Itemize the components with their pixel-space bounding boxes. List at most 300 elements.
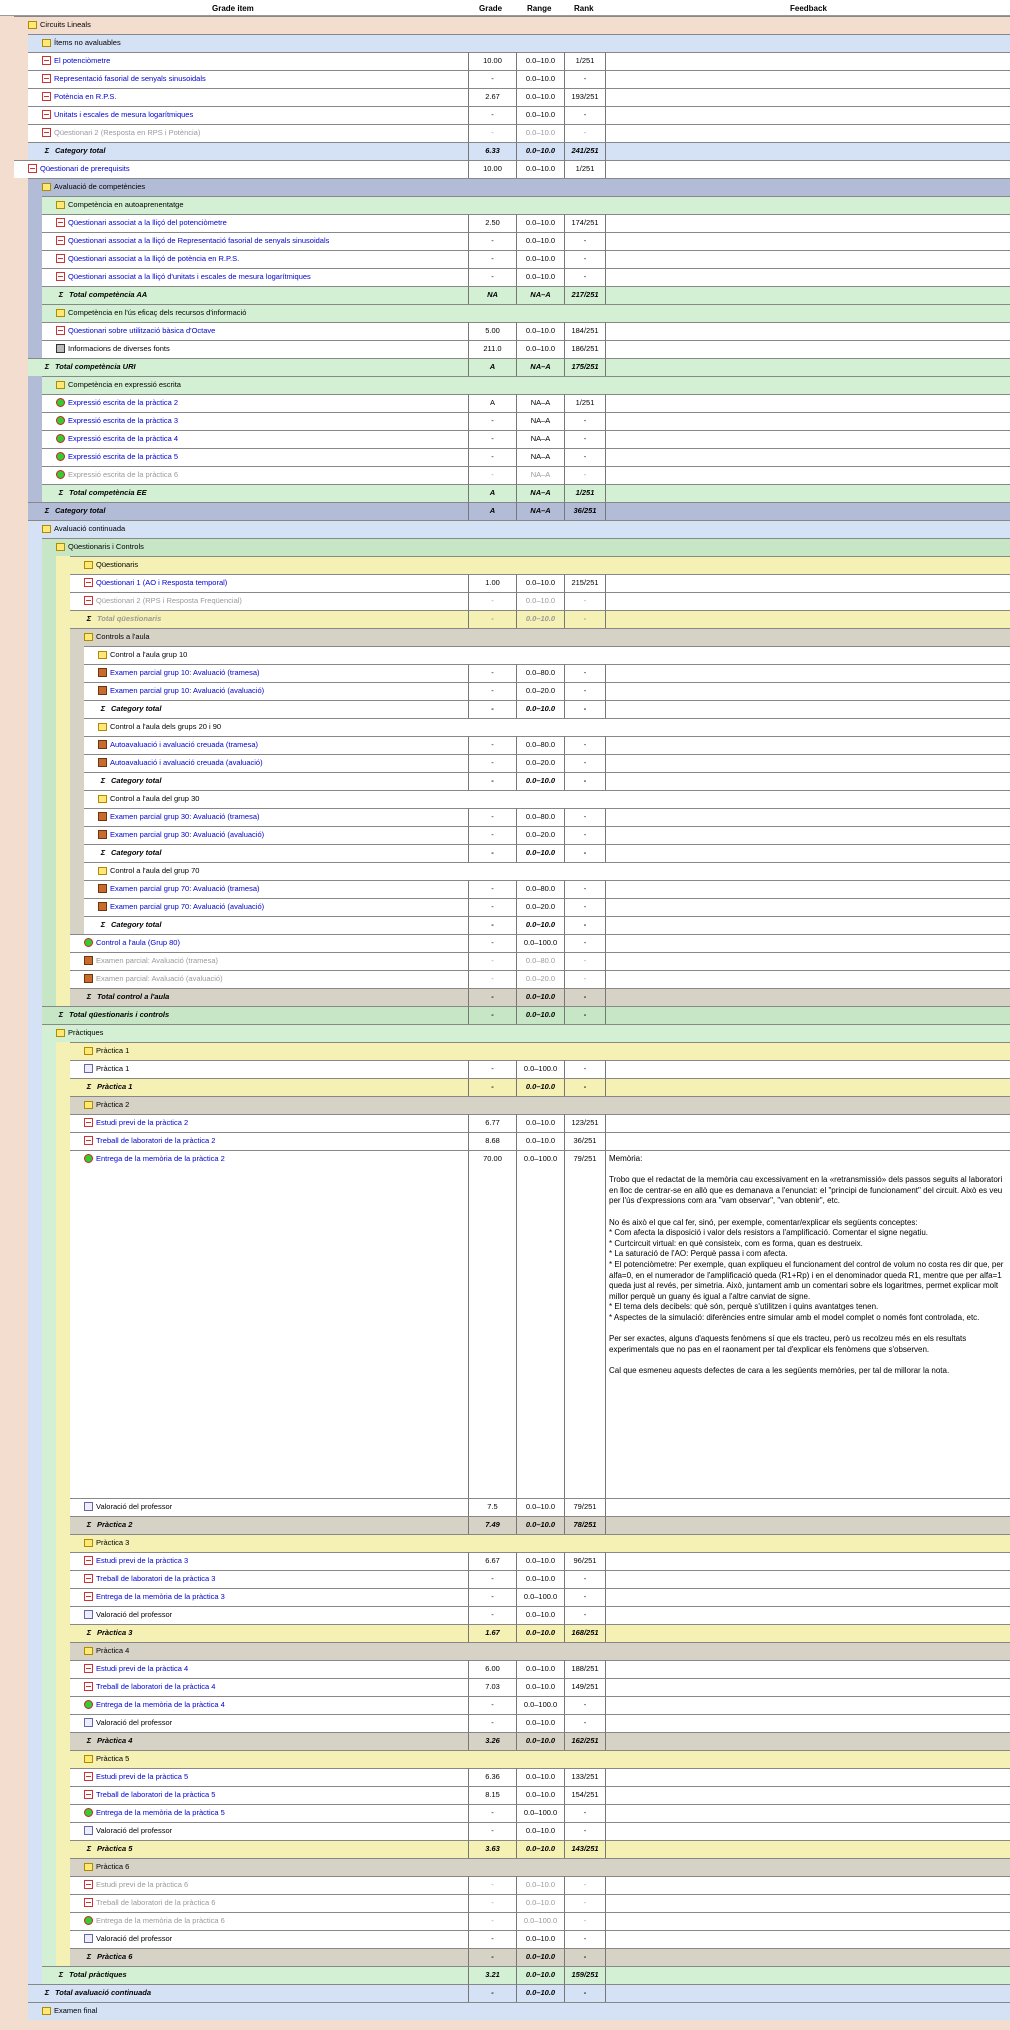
- item-name-cell: [70, 1696, 468, 1714]
- grade-item-link[interactable]: El potenciòmetre: [54, 56, 111, 65]
- folder-icon: [84, 1755, 93, 1763]
- img-icon: [98, 830, 107, 839]
- feedback-text: Memòria: Trobo que el redactat de la memòria cau excessivament en la «retransmissió» dels passos seguits al laboratori en lloc de centrar-se en allò que es demanava a l'enunciat: el "principi de funcionament" del circuit. Això es veu per l'ús d'expressions com ara "vam observar", "van obtenir", etc. No és això el que cal fer, sinó, per exemple, comentar/explicar els següents conceptes: * Com afecta la disposició i valor dels resistors a l'amplificació. Comentar el signe negatiu. * Curtcircuit virtual: en què consisteix, com es forma, quan es destrueix. * La saturació de l'AO: Perquè passa i com afecta. * El potenciòmetre: Per exemple, quan expliqueu el funcionament del control de volum no costa res dir que, per alfa=0, en el numerador de l'amplificació queda (R1+Rp) i en el denominador queda R1, mentre que per alfa=1 queda just al revés, per simetria. Això, juntament amb un comentari sobre els logaritmes, permet explicar molt millor perquè un guany és igual a l'altre canviat de signe. * El tema dels decibels: què són, perquè s'utilitzen i quins avantatges tenen. * Aspectes de la simulació: diferències entre simular amb el model complet o només font controlada, etc. Per ser exactes, alguns d'aquests fenòmens sí que els tracteu, però us recolzeu més en els resultats experimentals que no pas en el raonament per tal d'explicar els fenòmens que s'observen. Cal que esmeneu aquests defectes de cara a les següents memòries, per tal de millorar la nota.: [609, 1154, 1004, 1375]
- item-name-cell: [28, 358, 468, 376]
- rank-cell: -: [564, 448, 605, 466]
- item-name-cell: [84, 790, 1010, 808]
- item-name-cell: [84, 646, 1010, 664]
- quiz-icon: [28, 164, 37, 173]
- indent-bar: [42, 808, 56, 826]
- item-name-cell: [84, 844, 468, 862]
- indent-bar: [42, 1570, 56, 1588]
- indent-bar: [0, 1696, 14, 1714]
- folder-icon: [84, 1539, 93, 1547]
- grade-cell: 3.63: [468, 1840, 516, 1858]
- grade-item-row: [0, 1150, 1010, 1498]
- grade-item-link[interactable]: Estudi previ de la pràctica 5: [96, 1772, 189, 1781]
- indent-bar: [0, 1948, 14, 1966]
- indent-bar: [42, 1750, 56, 1768]
- indent-bar: [70, 790, 84, 808]
- grade-item-row: [0, 250, 1010, 268]
- feedback-cell: [605, 394, 1010, 412]
- grade-cell: -: [468, 682, 516, 700]
- grade-item-row: [0, 1822, 1010, 1840]
- range-cell: 0.0–10.0: [516, 1078, 564, 1096]
- indent-bar: [0, 520, 14, 538]
- grade-item-row: [0, 124, 1010, 142]
- manual-icon: [84, 1064, 93, 1073]
- indent-bar: [28, 1042, 42, 1060]
- grade-item-link[interactable]: Qüestionari de prerequisits: [40, 164, 130, 173]
- range-cell: 0.0–10.0: [516, 1786, 564, 1804]
- indent-bar: [56, 1786, 70, 1804]
- item-name-cell: [42, 322, 468, 340]
- item-name-cell: [28, 142, 468, 160]
- range-cell: 0.0–10.0: [516, 1714, 564, 1732]
- folder-icon: [84, 1863, 93, 1871]
- grade-item-link[interactable]: Entrega de la memòria de la pràctica 5: [96, 1808, 225, 1817]
- rank-cell: 188/251: [564, 1660, 605, 1678]
- category-total-row: [0, 1006, 1010, 1024]
- grade-item-link[interactable]: Estudi previ de la pràctica 4: [96, 1664, 189, 1673]
- indent-bar: [42, 1624, 56, 1642]
- grade-cell: -: [468, 1984, 516, 2002]
- category-row: [0, 1096, 1010, 1114]
- indent-bar: [0, 16, 14, 34]
- indent-bar: [0, 1588, 14, 1606]
- indent-bar: [14, 1606, 28, 1624]
- rank-cell: 78/251: [564, 1516, 605, 1534]
- indent-bar: [56, 1516, 70, 1534]
- item-name-cell: [70, 1534, 1010, 1552]
- indent-bar: [14, 1114, 28, 1132]
- indent-bar: [14, 952, 28, 970]
- grade-cell: -: [468, 1714, 516, 1732]
- indent-bar: [0, 1606, 14, 1624]
- indent-bar: [0, 826, 14, 844]
- indent-bar: [28, 232, 42, 250]
- quiz-icon: [84, 1136, 93, 1145]
- grade-cell: -: [468, 736, 516, 754]
- grade-item-link[interactable]: Autoavaluació i avaluació creuada (avaluació): [110, 758, 263, 767]
- rank-cell: 241/251: [564, 142, 605, 160]
- grade-cell: -: [468, 1078, 516, 1096]
- grade-cell: -: [468, 880, 516, 898]
- range-cell: 0.0–10.0: [516, 1624, 564, 1642]
- grade-item-label: Pràctica 1: [96, 1046, 130, 1055]
- grade-item-link[interactable]: Examen parcial grup 10: Avaluació (avaluació): [110, 686, 265, 695]
- indent-bar: [28, 1822, 42, 1840]
- folder-icon: [84, 561, 93, 569]
- range-cell: 0.0–10.0: [516, 1606, 564, 1624]
- grade-item-row: [0, 1498, 1010, 1516]
- indent-bar: [0, 124, 14, 142]
- indent-bar: [28, 1660, 42, 1678]
- indent-bar: [14, 412, 28, 430]
- item-name-cell: [42, 214, 468, 232]
- indent-bar: [42, 1150, 56, 1498]
- grade-item-link[interactable]: Treball de laboratori de la pràctica 3: [96, 1574, 216, 1583]
- indent-bar: [42, 1642, 56, 1660]
- indent-bar: [42, 1660, 56, 1678]
- grade-item-label: Pràctica 4: [96, 1646, 130, 1655]
- indent-bar: [14, 304, 28, 322]
- category-total-row: [0, 1624, 1010, 1642]
- work-icon: [84, 1916, 93, 1925]
- item-name-cell: [84, 916, 468, 934]
- item-name-cell: [42, 1006, 468, 1024]
- calc-icon: [56, 344, 65, 353]
- grade-item-link[interactable]: Expressió escrita de la pràctica 2: [68, 398, 179, 407]
- item-name-cell: [70, 1642, 1010, 1660]
- category-total-row: [0, 286, 1010, 304]
- indent-bar: [28, 250, 42, 268]
- item-name-cell: [70, 1768, 468, 1786]
- indent-bar: [0, 178, 14, 196]
- range-cell: 0.0–10.0: [516, 268, 564, 286]
- range-cell: 0.0–10.0: [516, 214, 564, 232]
- grade-item-link[interactable]: Entrega de la memòria de la pràctica 3: [96, 1592, 225, 1601]
- quiz-icon: [56, 218, 65, 227]
- indent-bar: [28, 844, 42, 862]
- grade-item-label: Category total: [111, 776, 162, 785]
- indent-bar: [0, 610, 14, 628]
- rank-cell: 162/251: [564, 1732, 605, 1750]
- indent-bar: [28, 1096, 42, 1114]
- work-icon: [84, 938, 93, 947]
- indent-bar: [0, 916, 14, 934]
- grade-item-label: Expressió escrita de la pràctica 6: [68, 470, 179, 479]
- category-total-row: [0, 1732, 1010, 1750]
- indent-bar: [0, 1894, 14, 1912]
- grade-item-label: Examen parcial: Avaluació (tramesa): [96, 956, 218, 965]
- grade-cell: 2.50: [468, 214, 516, 232]
- feedback-cell: [605, 322, 1010, 340]
- feedback-cell: [605, 1840, 1010, 1858]
- range-cell: 0.0–10.0: [516, 610, 564, 628]
- grade-item-link[interactable]: Autoavaluació i avaluació creuada (tramesa): [110, 740, 258, 749]
- indent-bar: [70, 646, 84, 664]
- grade-table-body: [0, 16, 1010, 2030]
- grade-cell: 2.67: [468, 88, 516, 106]
- grade-item-link[interactable]: Examen parcial grup 70: Avaluació (avaluació): [110, 902, 265, 911]
- item-name-cell: [70, 1678, 468, 1696]
- indent-bar: [14, 196, 28, 214]
- grade-item-link[interactable]: Entrega de la memòria de la pràctica 4: [96, 1700, 225, 1709]
- indent-bar: [56, 826, 70, 844]
- feedback-cell: [605, 1552, 1010, 1570]
- quiz-icon: [84, 596, 93, 605]
- grade-item-link[interactable]: Unitats i escales de mesura logarítmiques: [54, 110, 194, 119]
- indent-bar: [14, 1534, 28, 1552]
- item-name-cell: [70, 1078, 468, 1096]
- grade-item-row: [0, 1714, 1010, 1732]
- range-cell: 0.0–10.0: [516, 1114, 564, 1132]
- grade-item-link[interactable]: Representació fasorial de senyals sinusoidals: [54, 74, 206, 83]
- indent-bar: [56, 736, 70, 754]
- quiz-icon: [56, 254, 65, 263]
- grade-item-link[interactable]: Potència en R.P.S.: [54, 92, 117, 101]
- feedback-cell: [605, 1570, 1010, 1588]
- indent-bar: [56, 898, 70, 916]
- grade-item-label: Valoració del professor: [96, 1502, 173, 1511]
- grade-cell: -: [468, 466, 516, 484]
- indent-bar: [28, 1132, 42, 1150]
- feedback-cell: [605, 1516, 1010, 1534]
- feedback-cell: [605, 502, 1010, 520]
- indent-bar: [28, 1930, 42, 1948]
- indent-bar: [0, 430, 14, 448]
- grade-item-link[interactable]: Treball de laboratori de la pràctica 4: [96, 1682, 216, 1691]
- rank-cell: -: [564, 934, 605, 952]
- indent-bar: [28, 1876, 42, 1894]
- category-total-row: [0, 700, 1010, 718]
- grade-item-row: [0, 592, 1010, 610]
- grade-cell: -: [468, 430, 516, 448]
- range-cell: 0.0–80.0: [516, 952, 564, 970]
- grade-item-label: Entrega de la memòria de la pràctica 6: [96, 1916, 225, 1925]
- range-cell: NA–A: [516, 286, 564, 304]
- feedback-cell: [605, 1060, 1010, 1078]
- indent-bar: [14, 844, 28, 862]
- category-row: [0, 2002, 1010, 2020]
- indent-bar: [42, 1096, 56, 1114]
- item-name-cell: [70, 1114, 468, 1132]
- indent-bar: [0, 2002, 14, 2020]
- indent-bar: [42, 1930, 56, 1948]
- item-name-cell: [84, 772, 468, 790]
- indent-bar: [42, 574, 56, 592]
- grade-item-label: Valoració del professor: [96, 1934, 173, 1943]
- indent-bar: [14, 142, 28, 160]
- range-cell: 0.0–20.0: [516, 898, 564, 916]
- grade-cell: -: [468, 1930, 516, 1948]
- indent-bar: [14, 1894, 28, 1912]
- indent-bar: [56, 1696, 70, 1714]
- sum-icon: Σ: [58, 1970, 64, 1979]
- indent-bar: [0, 412, 14, 430]
- grade-item-row: [0, 1660, 1010, 1678]
- grade-item-label: Total control a l'aula: [97, 992, 170, 1001]
- indent-bar: [56, 862, 70, 880]
- header-grade-item: Grade item: [212, 4, 254, 13]
- header-rank: Rank: [574, 4, 594, 13]
- grade-cell: -: [468, 700, 516, 718]
- range-cell: NA–A: [516, 502, 564, 520]
- indent-bar: [14, 394, 28, 412]
- indent-bar: [0, 1042, 14, 1060]
- grade-item-link[interactable]: Qüestionari associat a la lliçó d'unitats i escales de mesura logarítmiques: [68, 272, 311, 281]
- quiz-icon: [84, 1898, 93, 1907]
- grade-cell: -: [468, 1006, 516, 1024]
- indent-bar: [56, 934, 70, 952]
- quiz-icon: [56, 236, 65, 245]
- grade-item-link[interactable]: Examen parcial grup 10: Avaluació (tramesa): [110, 668, 260, 677]
- item-name-cell: [70, 1786, 468, 1804]
- grade-item-link[interactable]: Qüestionari associat a la lliçó del potenciòmetre: [68, 218, 227, 227]
- indent-bar: [42, 1732, 56, 1750]
- grade-cell: -: [468, 970, 516, 988]
- indent-bar: [14, 322, 28, 340]
- indent-bar: [28, 862, 42, 880]
- sum-icon: Σ: [44, 146, 50, 155]
- indent-bar: [0, 160, 14, 178]
- grade-item-label: Category total: [111, 848, 162, 857]
- grade-cell: 7.49: [468, 1516, 516, 1534]
- range-cell: 0.0–10.0: [516, 124, 564, 142]
- grade-item-link[interactable]: Qüestionari associat a la lliçó de potència en R.P.S.: [68, 254, 240, 263]
- grade-item-link[interactable]: Qüestionari associat a la lliçó de Representació fasorial de senyals sinusoidals: [68, 236, 330, 245]
- rank-cell: 184/251: [564, 322, 605, 340]
- indent-bar: [42, 1786, 56, 1804]
- indent-bar: [14, 1552, 28, 1570]
- sum-icon: Σ: [100, 776, 106, 785]
- grade-item-label: Avaluació continuada: [54, 524, 126, 533]
- indent-bar: [28, 1534, 42, 1552]
- category-total-row: [0, 916, 1010, 934]
- item-name-cell: [42, 394, 468, 412]
- grade-cell: 6.00: [468, 1660, 516, 1678]
- indent-bar: [0, 844, 14, 862]
- indent-bar: [70, 682, 84, 700]
- item-name-cell: [70, 1660, 468, 1678]
- grade-item-label: Pràctiques: [68, 1028, 104, 1037]
- item-name-cell: [28, 106, 468, 124]
- grade-item-label: Total competència URI: [55, 362, 136, 371]
- grade-cell: -: [468, 1894, 516, 1912]
- rank-cell: -: [564, 736, 605, 754]
- grade-item-link[interactable]: Estudi previ de la pràctica 3: [96, 1556, 189, 1565]
- quiz-icon: [84, 1880, 93, 1889]
- indent-bar: [0, 1024, 14, 1042]
- grade-item-link[interactable]: Expressió escrita de la pràctica 5: [68, 452, 179, 461]
- indent-bar: [56, 970, 70, 988]
- manual-icon: [84, 1718, 93, 1727]
- indent-bar: [70, 736, 84, 754]
- rank-cell: 193/251: [564, 88, 605, 106]
- indent-bar: [42, 664, 56, 682]
- indent-bar: [56, 1948, 70, 1966]
- indent-bar: [56, 1750, 70, 1768]
- grade-item-link[interactable]: Estudi previ de la pràctica 2: [96, 1118, 189, 1127]
- rank-cell: 186/251: [564, 340, 605, 358]
- work-icon: [56, 416, 65, 425]
- feedback-cell: [605, 826, 1010, 844]
- category-row: [0, 1042, 1010, 1060]
- grade-cell: -: [468, 1696, 516, 1714]
- grade-cell: 8.15: [468, 1786, 516, 1804]
- indent-bar: [42, 1678, 56, 1696]
- category-total-row: [0, 1948, 1010, 1966]
- grade-item-link[interactable]: Expressió escrita de la pràctica 3: [68, 416, 179, 425]
- indent-bar: [14, 448, 28, 466]
- indent-bar: [56, 1822, 70, 1840]
- feedback-cell: [605, 1768, 1010, 1786]
- indent-bar: [42, 1114, 56, 1132]
- grade-item-row: [0, 754, 1010, 772]
- grade-item-link[interactable]: Qüestionari sobre utilització bàsica d'Octave: [68, 326, 216, 335]
- indent-bar: [14, 1858, 28, 1876]
- indent-bar: [0, 1498, 14, 1516]
- indent-bar: [28, 412, 42, 430]
- range-cell: 0.0–10.0: [516, 1006, 564, 1024]
- indent-bar: [14, 754, 28, 772]
- folder-icon: [42, 183, 51, 191]
- indent-bar: [14, 1840, 28, 1858]
- indent-bar: [28, 1570, 42, 1588]
- rank-cell: -: [564, 898, 605, 916]
- quiz-icon: [84, 1790, 93, 1799]
- feedback-cell: [605, 484, 1010, 502]
- indent-bar: [28, 1606, 42, 1624]
- category-row: [0, 1024, 1010, 1042]
- grade-item-link[interactable]: Treball de laboratori de la pràctica 5: [96, 1790, 216, 1799]
- grade-item-label: Pràctica 5: [97, 1844, 133, 1853]
- rank-cell: -: [564, 1588, 605, 1606]
- grade-item-label: Total pràctiques: [69, 1970, 127, 1979]
- category-total-row: [0, 142, 1010, 160]
- img-icon: [98, 812, 107, 821]
- indent-bar: [14, 1714, 28, 1732]
- item-name-cell: [70, 556, 1010, 574]
- indent-bar: [28, 1948, 42, 1966]
- range-cell: 0.0–10.0: [516, 340, 564, 358]
- indent-bar: [28, 1498, 42, 1516]
- folder-icon: [56, 543, 65, 551]
- category-row: [0, 16, 1010, 34]
- item-name-cell: [70, 1930, 468, 1948]
- indent-bar: [14, 52, 28, 70]
- range-cell: 0.0–10.0: [516, 1516, 564, 1534]
- indent-bar: [14, 1060, 28, 1078]
- grade-item-row: [0, 1606, 1010, 1624]
- indent-bar: [28, 628, 42, 646]
- feedback-cell: [605, 340, 1010, 358]
- range-cell: 0.0–80.0: [516, 736, 564, 754]
- indent-bar: [42, 1516, 56, 1534]
- indent-bar: [0, 1714, 14, 1732]
- feedback-cell: [605, 106, 1010, 124]
- feedback-cell: [605, 70, 1010, 88]
- rank-cell: -: [564, 700, 605, 718]
- item-name-cell: [84, 664, 468, 682]
- indent-bar: [56, 1534, 70, 1552]
- indent-bar: [14, 1822, 28, 1840]
- item-name-cell: [70, 1498, 468, 1516]
- grade-item-link[interactable]: Expressió escrita de la pràctica 4: [68, 434, 179, 443]
- grade-item-link[interactable]: Examen parcial grup 30: Avaluació (tramesa): [110, 812, 260, 821]
- range-cell: NA–A: [516, 394, 564, 412]
- grade-item-link[interactable]: Entrega de la memòria de la pràctica 2: [96, 1154, 225, 1163]
- grade-item-link[interactable]: Qüestionari 1 (AO i Resposta temporal): [96, 578, 228, 587]
- rank-cell: 143/251: [564, 1840, 605, 1858]
- indent-bar: [28, 1858, 42, 1876]
- grade-item-link[interactable]: Treball de laboratori de la pràctica 2: [96, 1136, 216, 1145]
- item-name-cell: [28, 2002, 1010, 2020]
- indent-bar: [42, 1858, 56, 1876]
- grade-item-link[interactable]: Control a l'aula (Grup 80): [96, 938, 180, 947]
- feedback-cell: [605, 1114, 1010, 1132]
- rank-cell: -: [564, 826, 605, 844]
- indent-bar: [14, 88, 28, 106]
- feedback-cell: [605, 268, 1010, 286]
- grade-item-row: [0, 88, 1010, 106]
- grade-item-link[interactable]: Examen parcial grup 70: Avaluació (tramesa): [110, 884, 260, 893]
- item-name-cell: [70, 610, 468, 628]
- grade-item-link[interactable]: Examen parcial grup 30: Avaluació (avaluació): [110, 830, 265, 839]
- folder-icon: [56, 1029, 65, 1037]
- rank-cell: 133/251: [564, 1768, 605, 1786]
